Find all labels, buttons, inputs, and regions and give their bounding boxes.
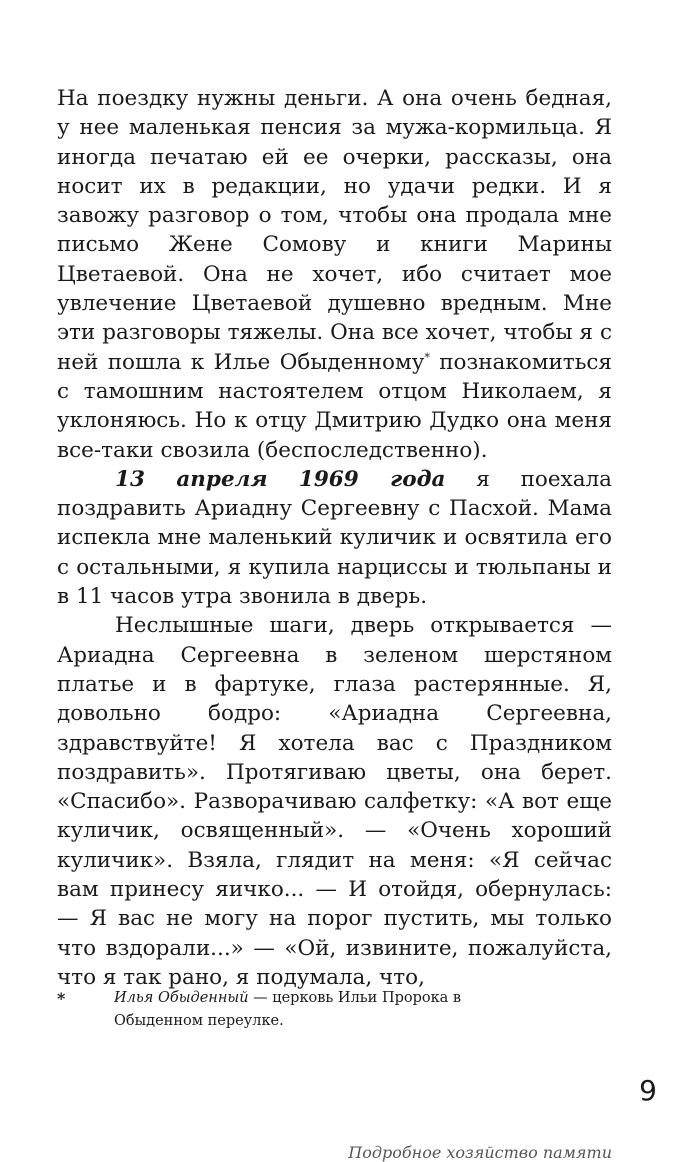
paragraph-1-text: На поездку нужны деньги. А она очень бедная, у нее маленькая пенсия за мужа-кормильца. Я иногда печатаю ей ее очерки, рассказы, она носит их в редакции, но удачи редки. И я завожу разговор о том, чтобы она продала мне письмо Жене Сомову и книги Марины Цветаевой. Она не хочет, ибо считает мое увлечение Цветаевой душевно вредным. Мне эти разговоры тяжелы. Она все хочет, чтобы я с ней пошла к Илье Обыденному <box>57 86 612 375</box>
page-number: 9 <box>639 1074 657 1107</box>
footnote-marker: * <box>424 350 430 364</box>
paragraph-3-text: Неслышные шаги, дверь открывается — Ариадна Сергеевна в зеленом шерстяном платье и в фартуке, глаза растерянные. Я, довольно бодро: «Ариадна Сергеевна, здравствуйте! Я хотела вас с Праздником поздравить». Протягиваю цветы, она берет. «Спасибо». Разворачиваю салфетку: «А вот еще куличик, освященный». — «Очень хороший куличик». Взяла, глядит на меня: «Я сейчас вам принесу яичко... — И отойдя, обернулась: — Я вас не могу на порог пустить, мы только что вздорали...» — «Ой, извините, пожалуйста, что я так рано, я подумала, что, <box>57 613 612 990</box>
paragraph-3 <box>57 611 612 992</box>
paragraph-2-text: я поехала поздравить Ариадну Сергеевну с Пасхой. Мама испекла мне маленький куличик и освятила его с остальными, я купила нарциссы и тюльпаны и в 11 часов утра звонила в дверь. <box>57 466 612 610</box>
footnote <box>57 987 537 1033</box>
footnote-term: Илья Обыденный <box>114 990 249 1006</box>
date-emphasis: 13 апреля 1969 года <box>115 466 446 492</box>
paragraph-1 <box>57 84 612 465</box>
main-text <box>57 84 612 992</box>
paragraph-2 <box>57 465 612 611</box>
footnote-star: * <box>57 989 66 1008</box>
footnote-text: — церковь Ильи Пророка в Обыденном переулке. <box>114 990 462 1029</box>
footnote-body <box>114 987 537 1033</box>
running-footer: Подробное хозяйство памяти <box>348 1143 612 1162</box>
paragraph-1-continued: познакомиться с тамошним настоятелем отцом Николаем, я уклоняюсь. Но к отцу Дмитрию Дудко она меня все-таки свозила (беспоследственно). <box>57 349 612 463</box>
